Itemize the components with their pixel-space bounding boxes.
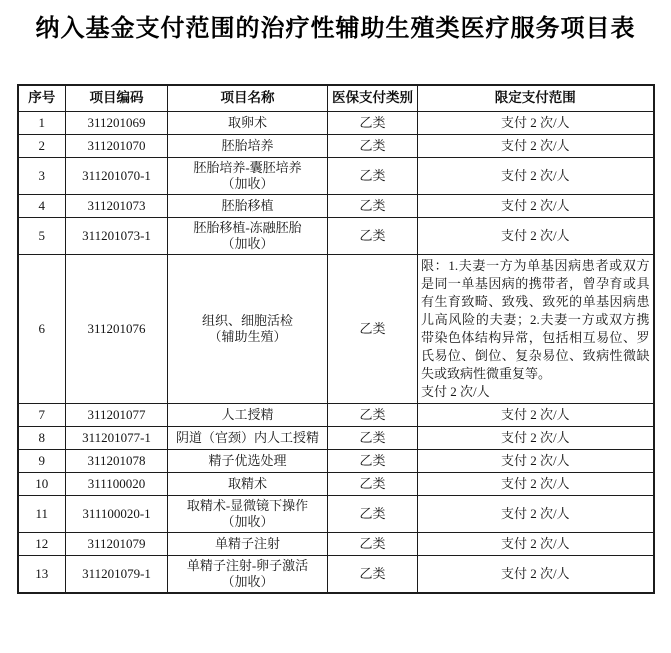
cell-scope <box>418 555 654 593</box>
cell-scope <box>418 532 654 555</box>
table-row <box>18 111 654 134</box>
cell-name <box>168 254 328 403</box>
scope-text: 支付 2 次/人 <box>500 452 570 468</box>
cell-category: 乙类 <box>328 111 418 134</box>
cell-category: 乙类 <box>328 217 418 254</box>
table-row <box>18 555 654 593</box>
scope-text: 支付 2 次/人 <box>500 505 570 521</box>
cell-no: 4 <box>18 194 66 217</box>
item-name-line1: 胚胎培养 <box>221 137 274 153</box>
cell-scope <box>418 449 654 472</box>
header-category: 医保支付类别 <box>328 85 418 111</box>
cell-no: 13 <box>18 555 66 593</box>
cell-name <box>168 217 328 254</box>
item-name-line1: 取精术 <box>227 475 267 491</box>
cell-no: 9 <box>18 449 66 472</box>
cell-category: 乙类 <box>328 254 418 403</box>
scope-text: 支付 2 次/人 <box>500 114 570 130</box>
cell-name <box>168 134 328 157</box>
scope-text: 支付 2 次/人 <box>500 197 570 213</box>
cell-category: 乙类 <box>328 194 418 217</box>
scope-text: 支付 2 次/人 <box>500 167 570 183</box>
cell-category: 乙类 <box>328 157 418 194</box>
cell-name <box>168 194 328 217</box>
cell-scope <box>418 495 654 532</box>
scope-text: 支付 2 次/人 <box>500 137 570 153</box>
document-page <box>0 14 671 653</box>
cell-no: 12 <box>18 532 66 555</box>
cell-scope <box>418 134 654 157</box>
scope-text: 限：1.夫妻一方为单基因病患者或双方是同一单基因病的携带者，曾孕育或具有生育致畸、致残、致死的单基因病患儿高风险的夫妻；2.夫妻一方或双方携带染色体结构异常，包括相互易位、罗氏易位、倒位、复杂易位、致病性微缺失或致病性微重复等。 <box>421 257 650 381</box>
scope-text: 支付 2 次/人 <box>500 227 570 243</box>
cell-code: 311201073-1 <box>66 217 168 254</box>
cell-name <box>168 532 328 555</box>
table-body <box>18 111 654 593</box>
cell-scope <box>418 194 654 217</box>
table-row <box>18 532 654 555</box>
table-row <box>18 426 654 449</box>
cell-code: 311100020 <box>66 472 168 495</box>
cell-category: 乙类 <box>328 426 418 449</box>
item-name-line2: （辅助生殖） <box>208 328 287 344</box>
cell-name <box>168 111 328 134</box>
table-row <box>18 217 654 254</box>
header-no: 序号 <box>18 85 66 111</box>
cell-scope <box>418 254 654 403</box>
table-row <box>18 495 654 532</box>
items-table <box>17 84 655 594</box>
cell-name <box>168 157 328 194</box>
cell-name <box>168 403 328 426</box>
cell-name <box>168 472 328 495</box>
header-scope: 限定支付范围 <box>418 85 654 111</box>
cell-code: 311201079-1 <box>66 555 168 593</box>
item-name-line2: （加收） <box>221 235 274 251</box>
table-row <box>18 254 654 403</box>
cell-category: 乙类 <box>328 472 418 495</box>
table-row <box>18 449 654 472</box>
cell-scope <box>418 472 654 495</box>
scope-text: 支付 2 次/人 <box>500 475 570 491</box>
cell-code: 311201070-1 <box>66 157 168 194</box>
cell-code: 311201077-1 <box>66 426 168 449</box>
cell-scope <box>418 403 654 426</box>
table-row <box>18 157 654 194</box>
cell-name <box>168 555 328 593</box>
cell-name <box>168 495 328 532</box>
cell-code: 311201078 <box>66 449 168 472</box>
scope-text: 支付 2 次/人 <box>500 565 570 581</box>
scope-text: 支付 2 次/人 <box>500 406 570 422</box>
item-name-line1: 单精子注射-卵子激活 <box>186 557 309 573</box>
cell-scope <box>418 111 654 134</box>
cell-code: 311201069 <box>66 111 168 134</box>
item-name-line1: 阴道（官颈）内人工授精 <box>175 429 319 445</box>
header-name: 项目名称 <box>168 85 328 111</box>
item-name-line2: （加收） <box>221 573 274 589</box>
item-name-line1: 精子优选处理 <box>208 452 287 468</box>
cell-no: 11 <box>18 495 66 532</box>
scope-text: 支付 2 次/人 <box>500 535 570 551</box>
cell-no: 5 <box>18 217 66 254</box>
cell-category: 乙类 <box>328 555 418 593</box>
header-code: 项目编码 <box>66 85 168 111</box>
cell-code: 311201079 <box>66 532 168 555</box>
cell-name <box>168 426 328 449</box>
cell-category: 乙类 <box>328 403 418 426</box>
cell-no: 3 <box>18 157 66 194</box>
page-title: 纳入基金支付范围的治疗性辅助生殖类医疗服务项目表 <box>35 16 636 42</box>
cell-no: 8 <box>18 426 66 449</box>
scope-extra-text: 支付 2 次/人 <box>421 383 490 399</box>
cell-code: 311201070 <box>66 134 168 157</box>
item-name-line1: 取卵术 <box>227 114 267 130</box>
cell-no: 7 <box>18 403 66 426</box>
cell-code: 311201076 <box>66 254 168 403</box>
item-name-line1: 取精术-显微镜下操作 <box>186 497 309 513</box>
table-row <box>18 134 654 157</box>
scope-text: 支付 2 次/人 <box>500 429 570 445</box>
cell-name <box>168 449 328 472</box>
cell-category: 乙类 <box>328 495 418 532</box>
cell-no: 6 <box>18 254 66 403</box>
item-name-line1: 胚胎移植-冻融胚胎 <box>193 219 302 235</box>
table-row <box>18 194 654 217</box>
item-name-line1: 单精子注射 <box>214 535 280 551</box>
cell-no: 10 <box>18 472 66 495</box>
item-name-line1: 胚胎培养-囊胚培养 <box>193 159 302 175</box>
cell-scope <box>418 426 654 449</box>
item-name-line1: 胚胎移植 <box>221 197 274 213</box>
cell-category: 乙类 <box>328 532 418 555</box>
cell-code: 311201077 <box>66 403 168 426</box>
cell-no: 1 <box>18 111 66 134</box>
cell-scope <box>418 157 654 194</box>
cell-category: 乙类 <box>328 134 418 157</box>
item-name-line2: （加收） <box>221 513 274 529</box>
cell-no: 2 <box>18 134 66 157</box>
item-name-line1: 组织、细胞活检 <box>201 312 293 328</box>
cell-category: 乙类 <box>328 449 418 472</box>
item-name-line2: （加收） <box>221 175 274 191</box>
cell-code: 311201073 <box>66 194 168 217</box>
header-row <box>18 85 654 111</box>
table-row <box>18 403 654 426</box>
item-name-line1: 人工授精 <box>221 406 274 422</box>
cell-scope <box>418 217 654 254</box>
cell-code: 311100020-1 <box>66 495 168 532</box>
table-row <box>18 472 654 495</box>
